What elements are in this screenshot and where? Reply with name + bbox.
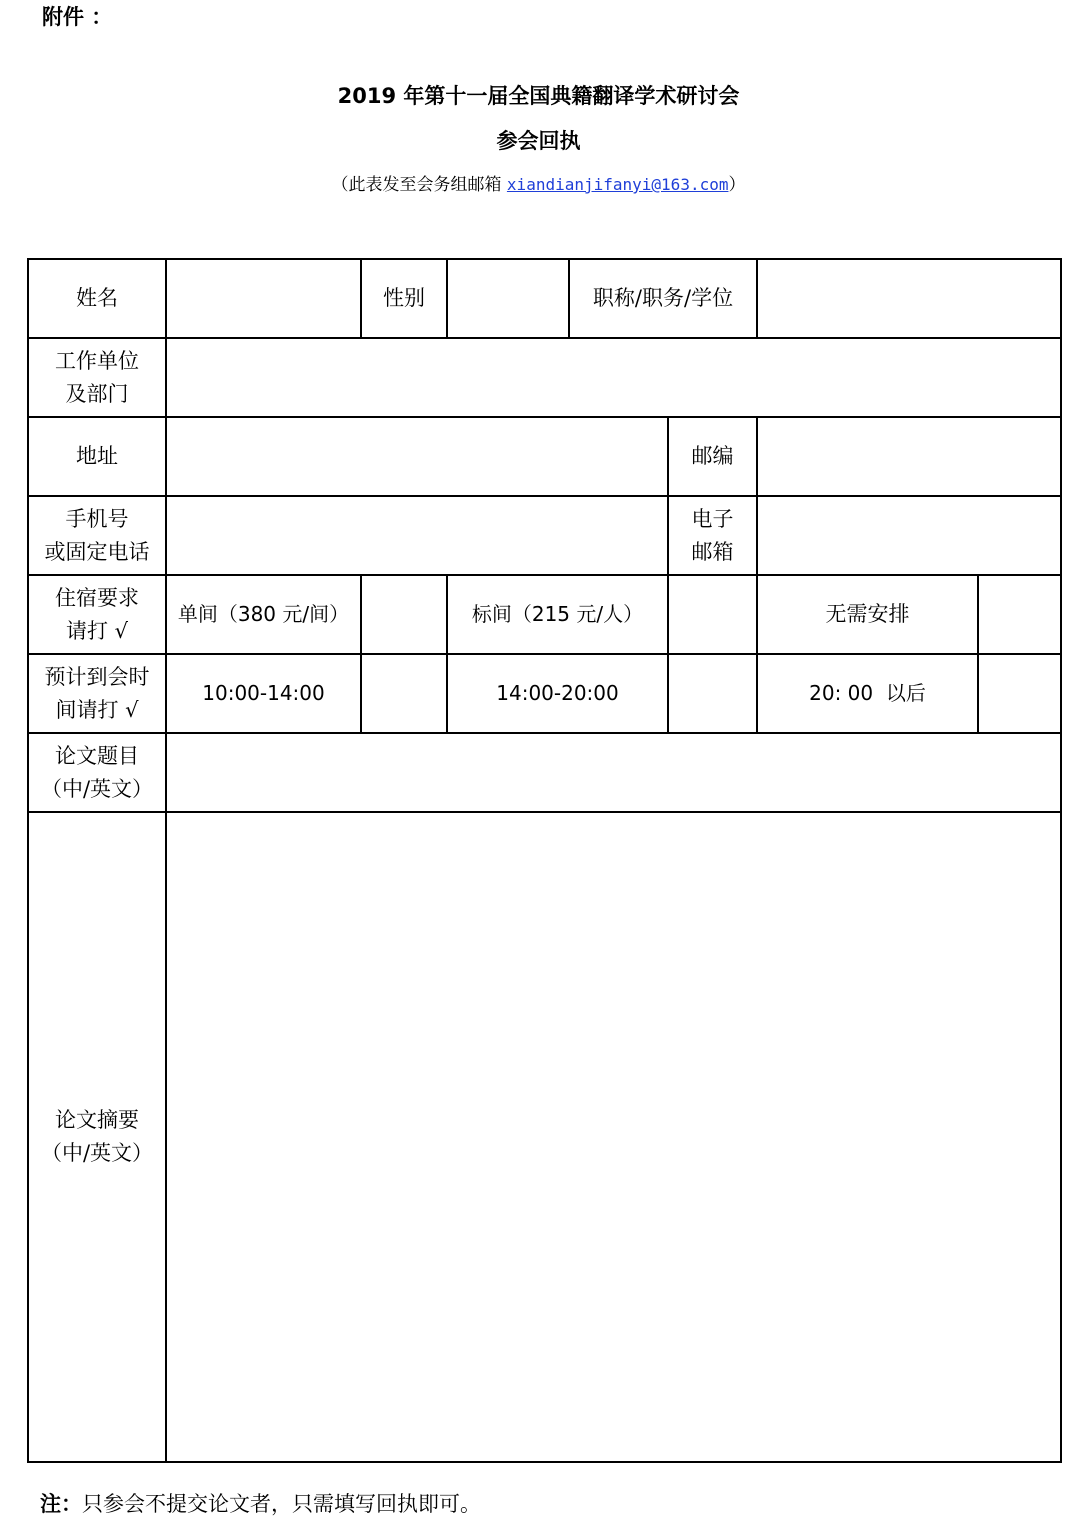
address-label: 地址 — [28, 417, 166, 496]
postcode-field[interactable] — [757, 417, 1061, 496]
arrival-option-evening: 20: 00 以后 — [757, 654, 978, 733]
gender-label: 性别 — [361, 259, 447, 338]
instruction-prefix: （此表发至会务组邮箱 — [331, 175, 507, 195]
gender-field[interactable] — [447, 259, 569, 338]
postcode-label: 邮编 — [668, 417, 757, 496]
document-title: 2019 年第十一届全国典籍翻译学术研讨会 — [337, 84, 740, 108]
title-position-degree-label: 职称/职务/学位 — [569, 259, 757, 338]
email-label-line2: 邮箱 — [691, 539, 734, 564]
row-lodging — [28, 575, 1061, 654]
lodging-none-checkbox[interactable] — [978, 575, 1061, 654]
document-subtitle-title: 参会回执 — [496, 129, 581, 153]
abstract-label — [28, 812, 166, 1462]
arrival-option-afternoon: 14:00-20:00 — [447, 654, 668, 733]
name-field[interactable] — [166, 259, 361, 338]
abstract-field[interactable] — [166, 812, 1061, 1462]
arrival-label-line2: 间请打 √ — [55, 697, 139, 722]
paper-title-label — [28, 733, 166, 812]
arrival-label-line1: 预计到会时 — [44, 664, 150, 689]
email-link[interactable]: xiandianjifanyi@163.com — [506, 175, 729, 194]
row-basic-info — [28, 259, 1061, 338]
lodging-label-line2: 请打 √ — [65, 618, 129, 643]
name-label: 姓名 — [28, 259, 166, 338]
row-paper-title — [28, 733, 1061, 812]
footnote — [40, 1489, 481, 1519]
row-contact — [28, 496, 1061, 575]
abstract-label-line1: 论文摘要 — [55, 1108, 139, 1132]
submission-instruction — [0, 170, 1077, 200]
lodging-label — [28, 575, 166, 654]
footnote-text: 只参会不提交论文者，只需填写回执即可。 — [82, 1492, 481, 1516]
row-abstract — [28, 812, 1061, 1462]
email-label-line1: 电子 — [691, 506, 734, 531]
arrival-evening-checkbox[interactable] — [978, 654, 1061, 733]
address-field[interactable] — [166, 417, 668, 496]
footnote-prefix: 注： — [40, 1492, 82, 1516]
row-arrival — [28, 654, 1061, 733]
abstract-label-line2: （中/英文） — [40, 1141, 154, 1165]
arrival-afternoon-checkbox[interactable] — [668, 654, 757, 733]
phone-label-line2: 或固定电话 — [44, 539, 150, 564]
lodging-option-single: 单间（380 元/间） — [166, 575, 361, 654]
phone-field[interactable] — [166, 496, 668, 575]
row-employer — [28, 338, 1061, 417]
row-address — [28, 417, 1061, 496]
lodging-option-none: 无需安排 — [757, 575, 978, 654]
lodging-single-checkbox[interactable] — [361, 575, 447, 654]
arrival-morning-checkbox[interactable] — [361, 654, 447, 733]
instruction-suffix: ） — [728, 175, 746, 195]
email-field[interactable] — [757, 496, 1061, 575]
paper-title-label-line1: 论文题目 — [55, 743, 139, 768]
attachment-label: 附件 ： — [42, 5, 113, 29]
lodging-standard-checkbox[interactable] — [668, 575, 757, 654]
arrival-option-morning: 10:00-14:00 — [166, 654, 361, 733]
employer-field[interactable] — [166, 338, 1061, 417]
phone-label — [28, 496, 166, 575]
paper-title-field[interactable] — [166, 733, 1061, 812]
lodging-option-standard: 标间（215 元/人） — [447, 575, 668, 654]
title-position-degree-field[interactable] — [757, 259, 1061, 338]
lodging-label-line1: 住宿要求 — [55, 585, 139, 610]
employer-label — [28, 338, 166, 417]
email-label — [668, 496, 757, 575]
employer-label-line2: 及部门 — [65, 381, 129, 406]
phone-label-line1: 手机号 — [65, 506, 129, 531]
employer-label-line1: 工作单位 — [55, 348, 139, 373]
paper-title-label-line2: （中/英文） — [40, 776, 154, 801]
registration-form-table — [27, 258, 1062, 1463]
arrival-label — [28, 654, 166, 733]
